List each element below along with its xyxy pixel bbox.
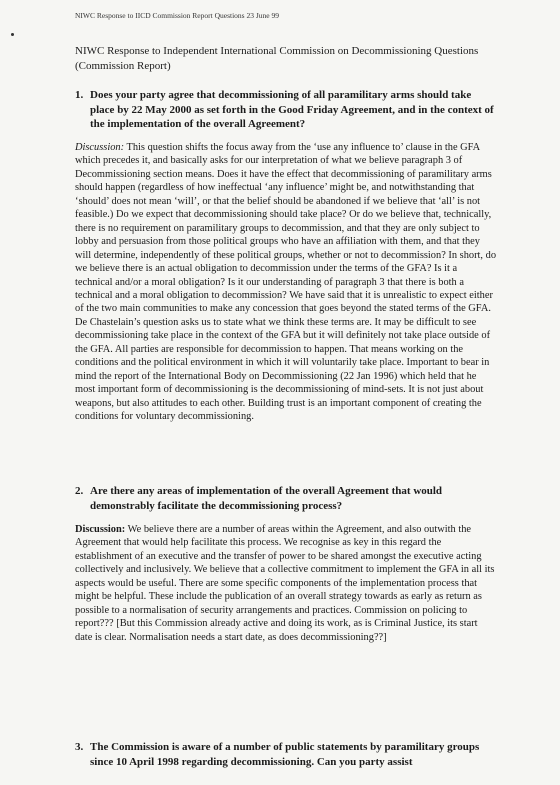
discussion-label: Discussion: (75, 142, 125, 153)
question-number: 1. (75, 89, 84, 101)
question-text: The Commission is aware of a number of public statements by paramilitary groups since 10 April 1998 regarding decommissioning. Can you party assist (90, 741, 480, 768)
running-header: NIWC Response to IICD Commission Report Questions 23 June 99 (75, 11, 279, 20)
question-1 (75, 88, 495, 132)
discussion-text: We believe there are a number of areas within the Agreement, and also outwith the Agreement that would help facilitate this process. We recognise as key in this regard the establishment of an executive and the transfer of power to be shared amongst the executive acting collectively and inclusively. We believe that a collective commitment to implement the GFA in all its aspects would be useful. There are some specific components of the implementation process that might be helpful. These include the publication of an overall strategy towards as early as return as possible to a normalisation of security arrangements and practices. Commission on policing to report??? [But this Commission already active and doing its work, as is Criminal Justice, its start date is clear. Normalisation needs a start date, as does decommissioning??] (75, 524, 495, 643)
discussion-1 (75, 141, 497, 424)
margin-bullet-mark (11, 33, 14, 36)
question-number: 2. (75, 485, 84, 497)
question-3 (75, 740, 495, 769)
discussion-2 (75, 523, 497, 644)
discussion-text: This question shifts the focus away from the ‘use any influence to’ clause in the GFA which precedes it, and basically asks for our interpretation of what we believe paragraph 3 of Decommissioning section means. Does it have the effect that decommissioning of paramilitary arms should happen (regardless of how ineffectual ‘any influence’ might be, and notwithstanding that ‘should’ does not mean ‘will’, or that the belief should be abandoned if we believe that ‘all’ is not feasible.) Do we expect that decommissioning should take place? Or do we believe that, technically, there is no requirement on paramilitary groups to decommission, and that they are only subject to lobby and persuasion from those political groups who have an affiliation with them, and that they will determine, independently of these political groups, whether or not to decommission? In short, do we believe there is an actual obligation to decommission under the terms of the GFA? Is it a technical and/or a moral obligation? Is it our understanding of paragraph 3 that there is both a technical and a moral obligation to decommission? We have said that it is unrealistic to expect either of the two main communities to make any concession that goes beyond the stated terms of the GFA. De Chastelain’s question asks us to state what we think these terms are. It may be difficult to see decommissioning take place in the context of the GFA but it will definitely not take place outside of the GFA. All parties are responsible for decommission to happen. That means working on the conditions and the political environment in which it will voluntarily take place. Important to bear in mind the report of the International Body on Decommissioning (22 Jan 1996) which held that he most important form of decommissioning is the decommissioning of mind-sets. It is not just about weapons, but also attitudes to each other. Building trust is an important component of creating the conditions for voluntary decommissioning. (75, 142, 497, 423)
question-number: 3. (75, 741, 84, 753)
question-2 (75, 484, 495, 513)
question-text: Does your party agree that decommissioning of all paramilitary arms should take place by 22 May 2000 as set forth in the Good Friday Agreement, and in the context of the implementation of the overall Agreement? (90, 89, 494, 130)
document-title: NIWC Response to Independent International Commission on Decommissioning Questions (Commission Report) (75, 45, 479, 72)
discussion-label: Discussion: (75, 524, 126, 535)
question-text: Are there any areas of implementation of the overall Agreement that would demonstrably facilitate the decommissioning process? (90, 485, 443, 512)
